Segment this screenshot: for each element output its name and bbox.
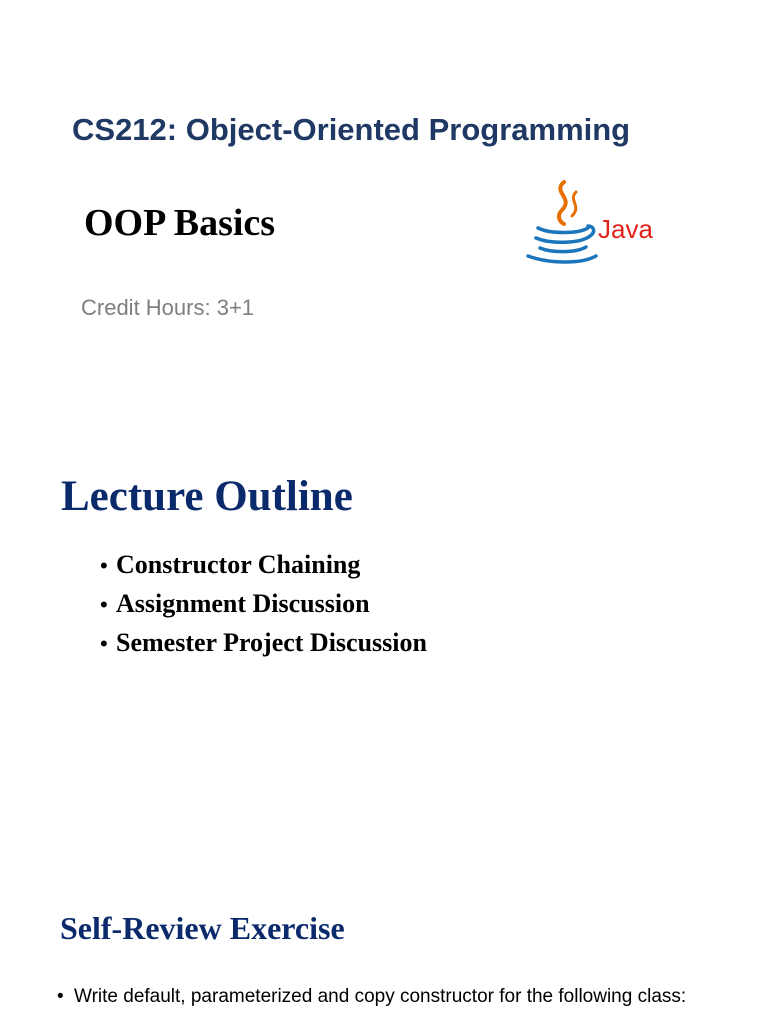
outline-item (100, 550, 427, 589)
outline-item (100, 628, 427, 667)
title-slide (0, 0, 768, 430)
outline-item-label: Assignment Discussion (116, 589, 370, 618)
outline-item-label: Constructor Chaining (116, 550, 361, 579)
outline-title: Lecture Outline (61, 473, 353, 520)
java-steam-1 (559, 182, 566, 224)
credit-hours: Credit Hours: 3+1 (81, 295, 255, 320)
outline-slide (0, 430, 768, 860)
bullet-icon: • (57, 986, 64, 1007)
java-logo-text: Java (598, 214, 653, 244)
java-steam-2 (572, 192, 576, 216)
java-cup-4 (528, 256, 596, 262)
exercise-bullet (57, 984, 717, 1009)
java-logo-icon (522, 178, 672, 266)
outline-list (100, 550, 427, 667)
topic-title: OOP Basics (84, 202, 276, 244)
java-cup-1 (538, 228, 588, 233)
bullet-icon: • (100, 631, 108, 656)
bullet-icon: • (100, 553, 108, 578)
bullet-icon: • (100, 592, 108, 617)
outline-item-label: Semester Project Discussion (116, 628, 427, 657)
exercise-slide (0, 860, 768, 1024)
outline-item (100, 589, 427, 628)
course-title: CS212: Object-Oriented Programming (72, 112, 631, 147)
java-cup-3 (540, 247, 586, 252)
exercise-title: Self-Review Exercise (60, 910, 345, 946)
exercise-bullet-text: Write default, parameterized and copy constructor for the following class: (74, 986, 687, 1007)
